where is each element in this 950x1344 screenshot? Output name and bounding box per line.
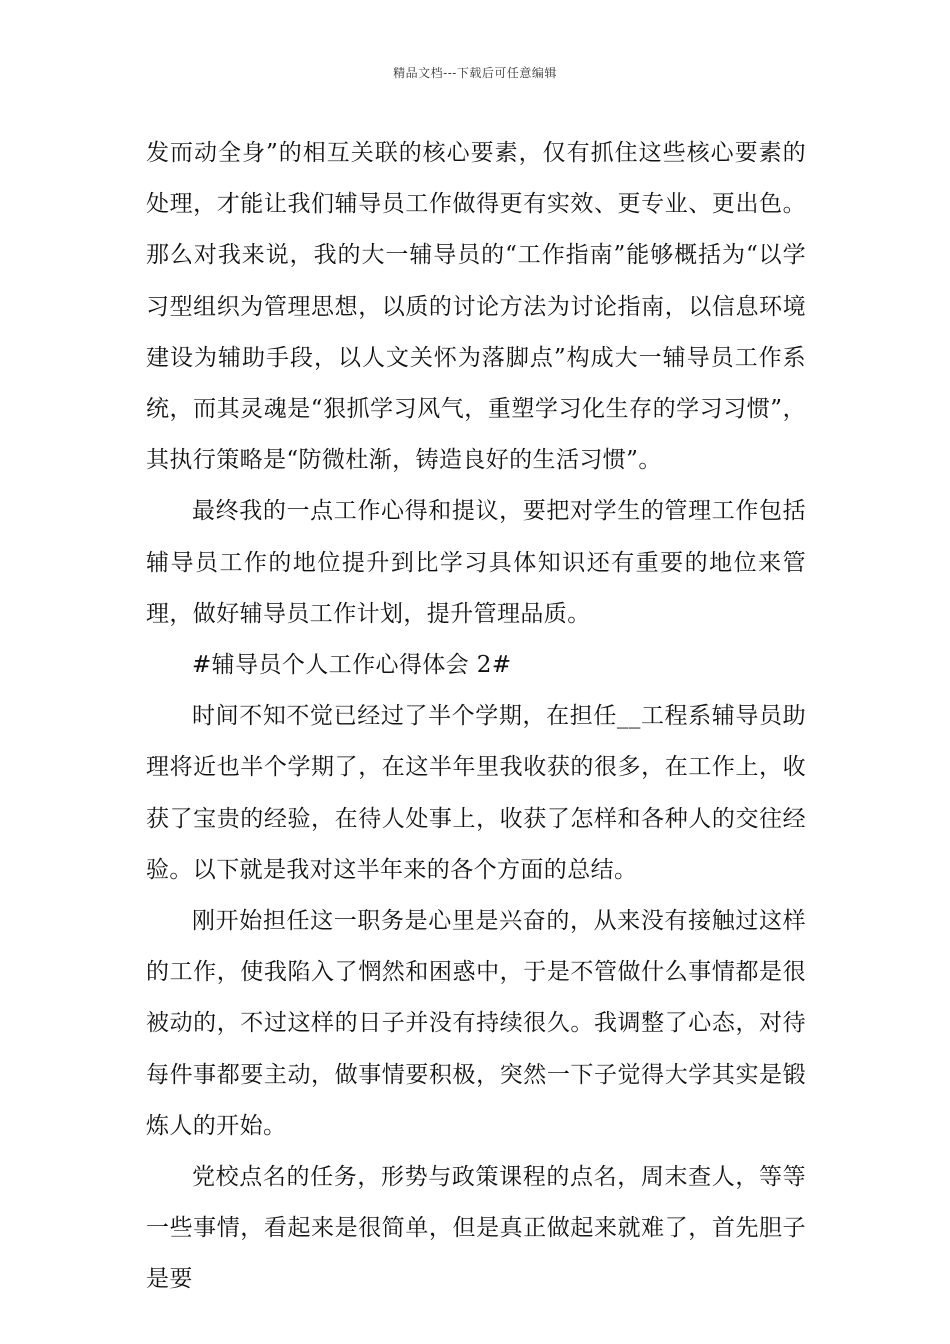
document-body bbox=[146, 128, 806, 1306]
section-heading: #辅导员个人工作心得体会 2# bbox=[192, 652, 512, 679]
paragraph: 党校点名的任务，形势与政策课程的点名，周末查人，等等一些事情，看起来是很简单，但是真正做起来就难了，首先胆子是要 bbox=[146, 1164, 806, 1293]
paragraph: 时间不知不觉已经过了半个学期，在担任__工程系辅导员助理将近也半个学期了，在这半年里我收获的很多，在工作上，收获了宝贵的经验，在待人处事上，收获了怎样和各种人的交往经验。以下就是我对这半年来的各个方面的总结。 bbox=[146, 703, 806, 883]
paragraph: 最终我的一点工作心得和提议，要把对学生的管理工作包括辅导员工作的地位提升到比学习具体知识还有重要的地位来管理，做好辅导员工作计划，提升管理品质。 bbox=[146, 498, 806, 627]
paragraph-continued: 发而动全身”的相互关联的核心要素，仅有抓住这些核心要素的处理，才能让我们辅导员工作做得更有实效、更专业、更出色。那么对我来说，我的大一辅导员的“工作指南”能够概括为“以学习型组织为管理思想，以质的讨论方法为讨论指南，以信息环境建设为辅助手段，以人文关怀为落脚点”构成大一辅导员工作系统，而其灵魂是“狠抓学习风气，重塑学习化生存的学习习惯”，其执行策略是“防微杜渐，铸造良好的生活习惯”。 bbox=[146, 140, 806, 474]
page-header: 精品文档---下载后可任意编辑 bbox=[393, 66, 557, 80]
paragraph: 刚开始担任这一职务是心里是兴奋的，从来没有接触过这样的工作，使我陷入了惘然和困惑中，于是不管做什么事情都是很被动的，不过这样的日子并没有持续很久。我调整了心态，对待每件事都要主动，做事情要积极，突然一下子觉得大学其实是锻炼人的开始。 bbox=[146, 908, 806, 1139]
